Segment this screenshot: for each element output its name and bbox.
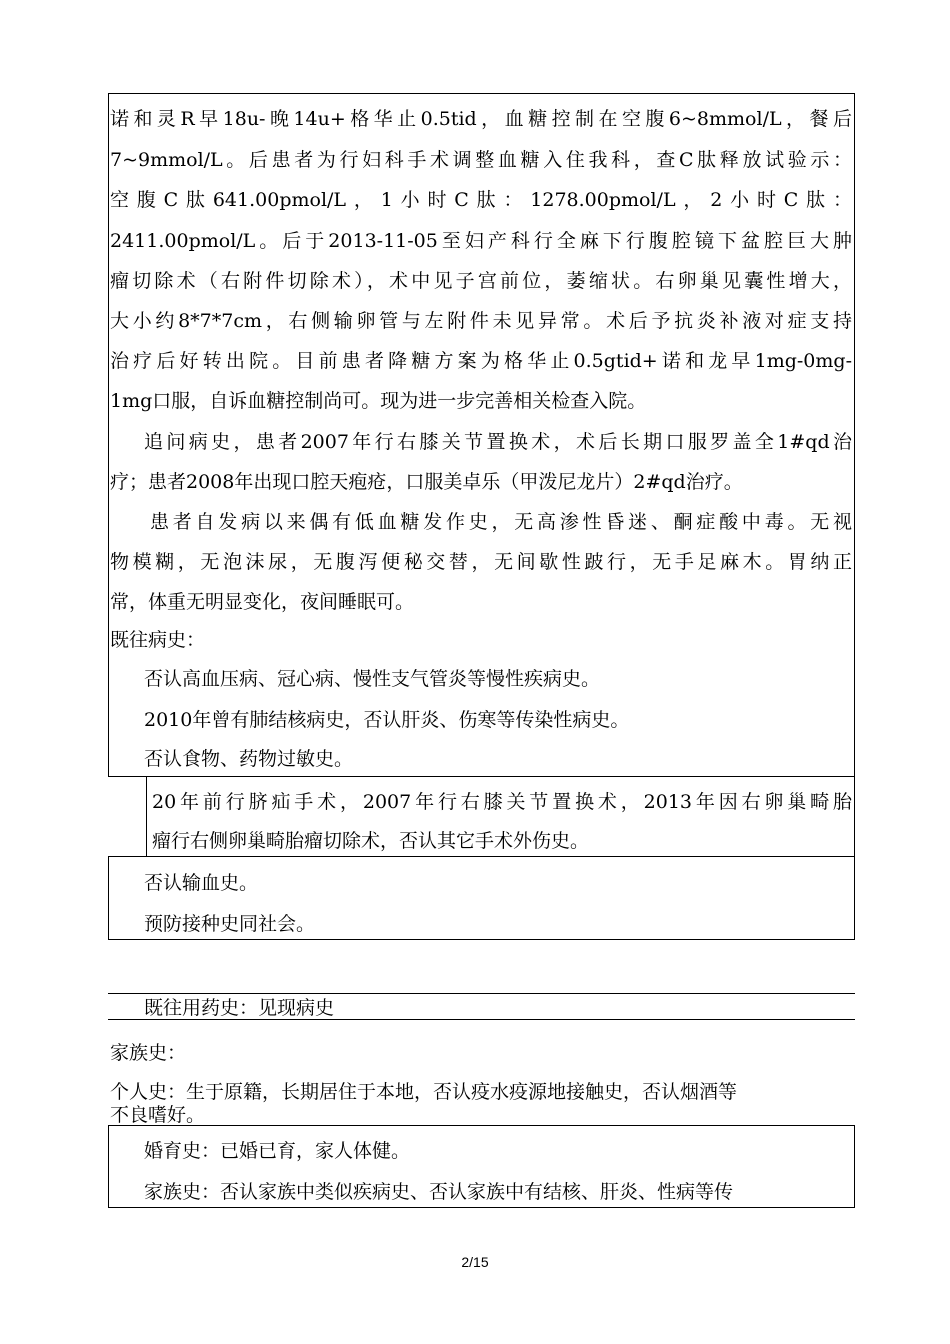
text-line: 否认食物、药物过敏史。 [144,748,354,770]
text-line: 空腹C肽641.00pmol/L，1小时C肽：1278.00pmol/L，2小时C肽： [110,189,852,211]
text-line: 1mg口服，自诉血糖控制尚可。现为进一步完善相关检查入院。 [110,390,647,412]
family-history-label: 家族史： [110,1042,187,1064]
personal-history: 个人史：生于原籍，长期居住于本地，否认疫水疫源地接触史，否认烟酒等 [110,1081,738,1103]
text-line: 否认输血史。 [144,872,259,894]
text-line: 常，体重无明显变化，夜间睡眠可。 [110,591,415,613]
text-line: 疗；患者2008年出现口腔天疱疮，口服美卓乐（甲泼尼龙片）2#qd治疗。 [110,471,743,493]
text-line: 瘤切除术（右附件切除术），术中见子宫前位，萎缩状。右卵巢见囊性增大， [110,270,852,292]
text-line: 诺和灵R早18u-晚14u+格华止0.5tid，血糖控制在空腹6~8mmol/L，餐后 [110,108,852,130]
text-line: 20年前行脐疝手术，2007年行右膝关节置换术，2013年因右卵巢畸胎 [152,791,852,813]
text-line: 物模糊，无泡沫尿，无腹泻便秘交替，无间歇性跛行，无手足麻木。胃纳正 [110,551,852,573]
text-line: 家族史：否认家族中类似疾病史、否认家族中有结核、肝炎、性病等传 [144,1181,734,1203]
text-line: 追问病史，患者2007年行右膝关节置换术，术后长期口服罗盖全1#qd治 [144,431,852,453]
text-line: 2411.00pmol/L。后于2013-11-05至妇产科行全麻下行腹腔镜下盆腔巨大肿 [110,230,852,252]
text-line: 否认高血压病、冠心病、慢性支气管炎等慢性疾病史。 [144,668,601,690]
text-line: 大小约8*7*7cm，右侧输卵管与左附件未见异常。术后予抗炎补液对症支持 [110,310,852,332]
text-line: 婚育史：已婚已育，家人体健。 [144,1140,411,1162]
section-label: 既往病史： [110,629,206,651]
page-number: 2/15 [461,1254,489,1270]
text-line: 2010年曾有肺结核病史，否认肝炎、伤寒等传染性病史。 [144,709,630,731]
text-line: 预防接种史同社会。 [144,913,316,935]
personal-history: 不良嗜好。 [110,1104,206,1126]
text-line: 瘤行右侧卵巢畸胎瘤切除术，否认其它手术外伤史。 [152,830,590,852]
divider-top [108,993,855,994]
text-line: 治疗后好转出院。目前患者降糖方案为格华止0.5gtid+诺和龙早1mg-0mg- [110,350,852,372]
text-line: 7~9mmol/L。后患者为行妇科手术调整血糖入住我科，查C肽释放试验示： [110,149,852,171]
medication-history: 既往用药史：见现病史 [144,997,335,1019]
divider-bottom [108,1019,855,1020]
text-line: 患者自发病以来偶有低血糖发作史，无高渗性昏迷、酮症酸中毒。无视 [150,511,852,533]
